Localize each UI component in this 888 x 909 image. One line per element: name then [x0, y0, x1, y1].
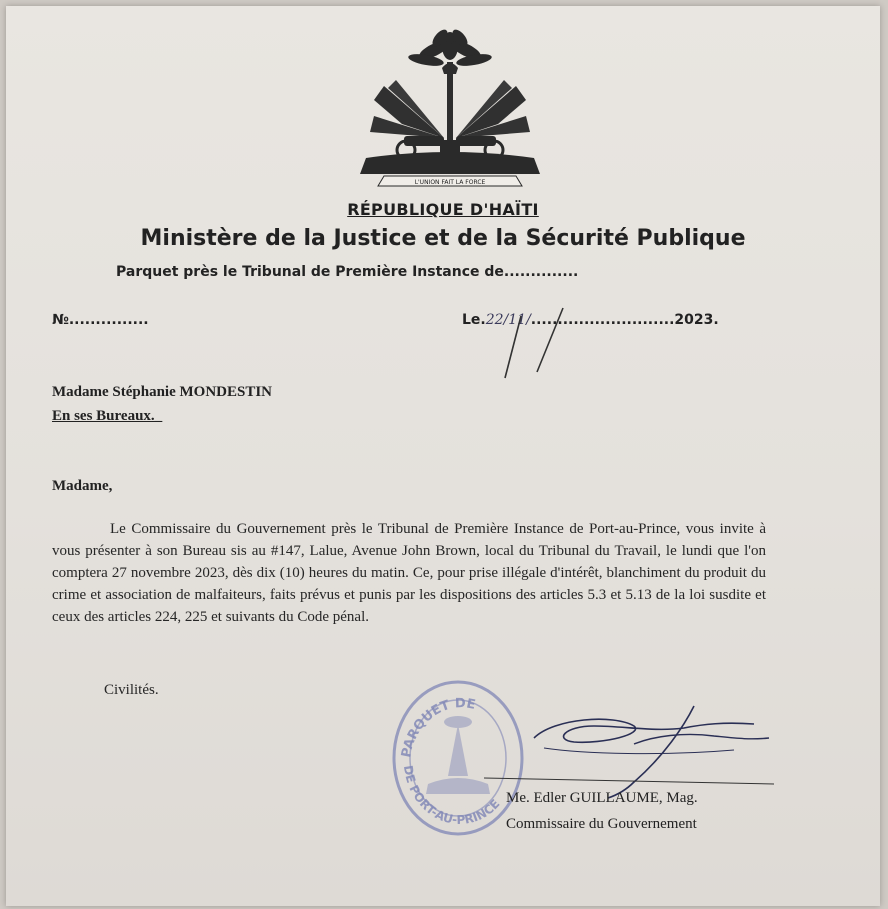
- stamp-text-bottom: DE PORT-AU-PRINCE: [400, 764, 503, 828]
- recipient-name: Madame Stéphanie MONDESTIN: [52, 384, 273, 400]
- motto-text: L'UNION FAIT LA FORCE: [414, 179, 486, 186]
- salutation: Madame,: [52, 478, 113, 494]
- date-dots: ...........................: [530, 312, 675, 328]
- letter-body: Le Commissaire du Gouvernement près le Tribunal de Première Instance de Port-au-Prince, vous invite à vous présenter à son Bureau sis au #147, Lalue, Avenue John Brown, local du Tribunal du Travail, le lundi que l'on comptera 27 novembre 2023, dès dix (10) heures du matin. Ce, pour prise illégale d'intérêt, blanchiment du produit du crime et association de malfaiteurs, faits prévus et punis par les dispositions des articles 5.3 et 5.13 de la loi susdite et ceux des articles 224, 225 et suivants du Code pénal.: [52, 521, 766, 625]
- ministry-heading: Ministère de la Justice et de la Sécurité Publique: [140, 226, 746, 251]
- date-year: 2023.: [674, 312, 719, 328]
- closing: Civilités.: [104, 682, 159, 698]
- letter-page: [6, 6, 880, 906]
- signatory-name: Me. Edler GUILLAUME, Mag.: [506, 790, 698, 806]
- parquet-heading: Parquet près le Tribunal de Première Instance de..............: [116, 264, 579, 280]
- handwritten-slashes-icon: [491, 294, 581, 384]
- stamp-text-top: PARQUET DE: [399, 696, 477, 759]
- recipient-location: En ses Bureaux._: [52, 408, 163, 424]
- signature-icon: [484, 696, 774, 801]
- republic-heading: RÉPUBLIQUE D'HAÏTI: [347, 200, 539, 219]
- haiti-coat-of-arms-icon: [344, 28, 556, 190]
- date-prefix: Le.: [462, 312, 486, 328]
- date-handwritten: 22/11/: [485, 312, 531, 328]
- reference-number: №...............: [52, 312, 149, 328]
- signatory-title: Commissaire du Gouvernement: [506, 816, 697, 832]
